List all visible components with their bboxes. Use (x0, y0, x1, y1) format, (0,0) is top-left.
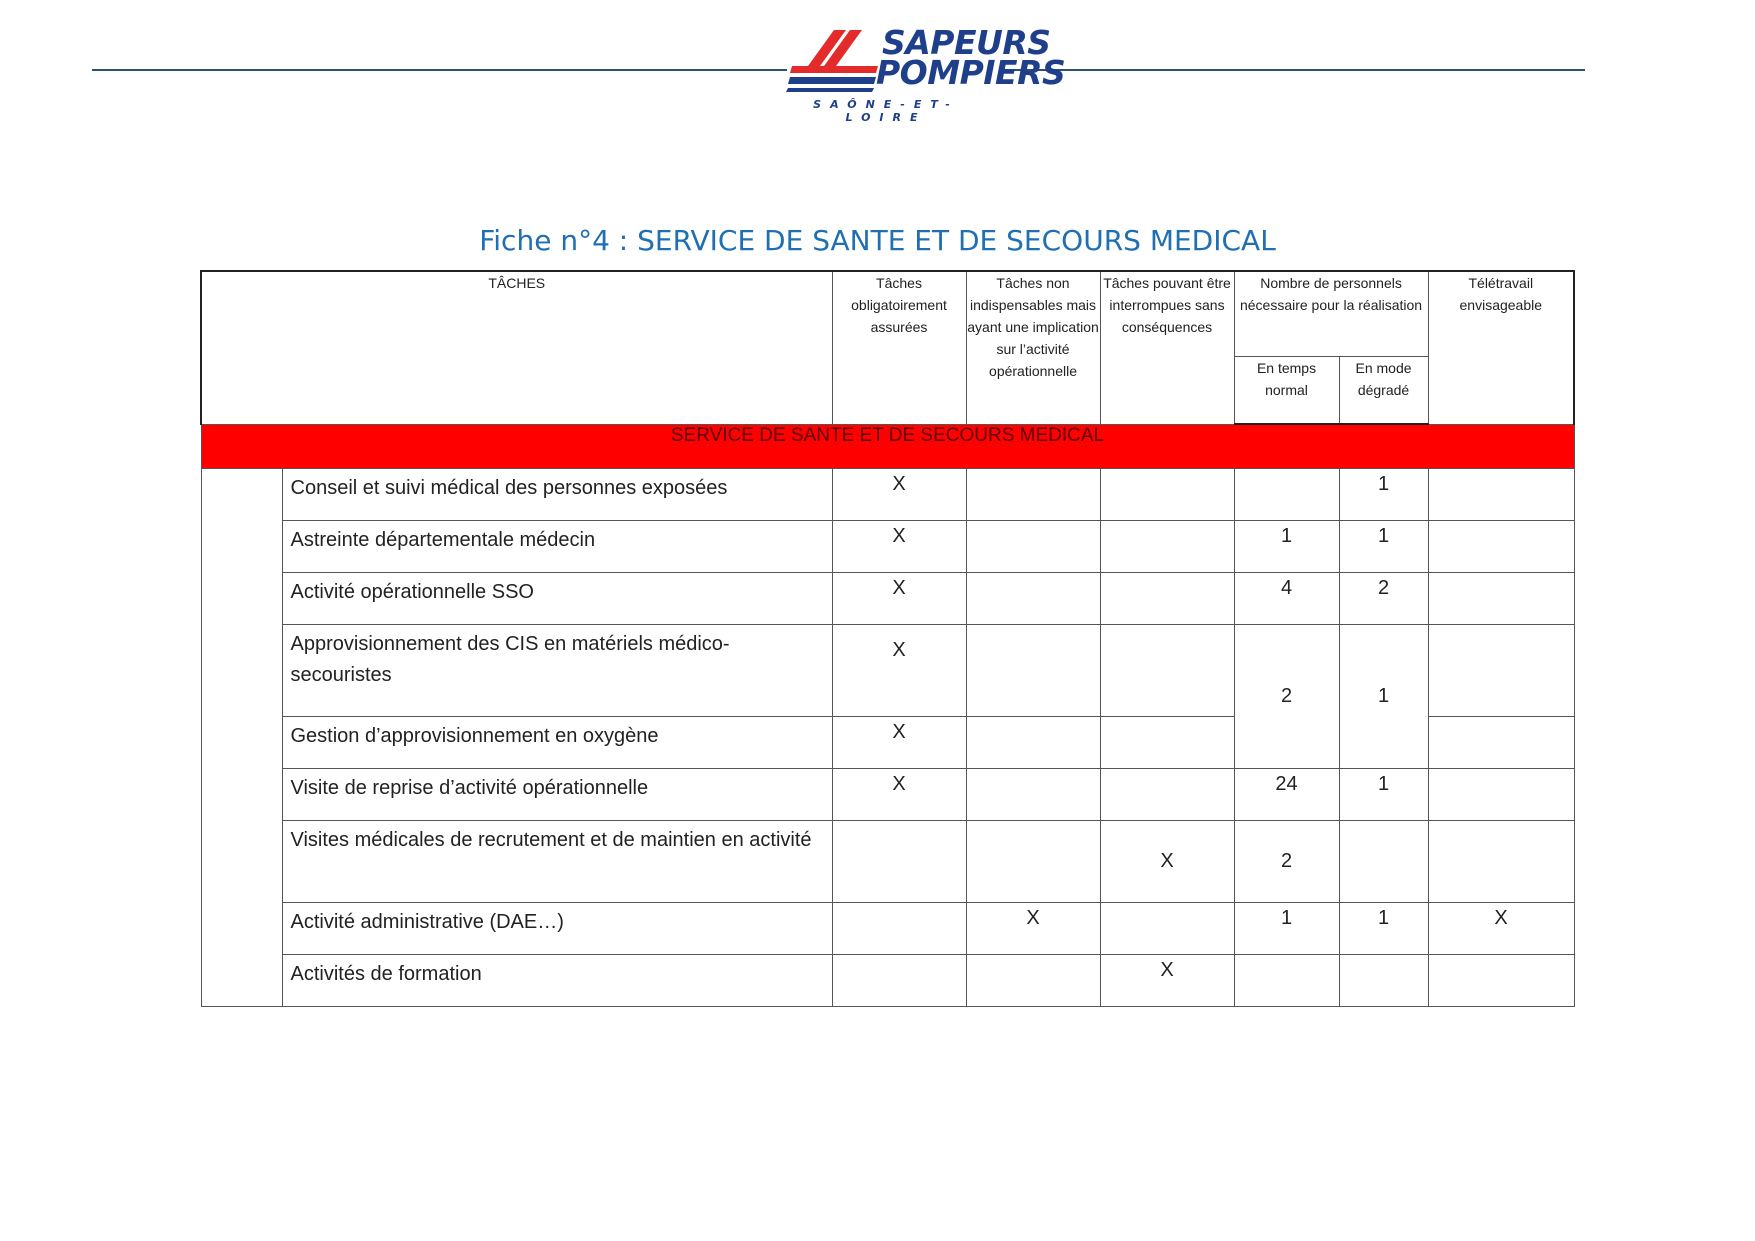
interrompue-cell (1100, 573, 1234, 625)
degrade-cell: 1 (1339, 625, 1428, 769)
header-nombre: Nombre de personnels nécessaire pour la réalisation (1234, 271, 1428, 357)
non-indispensable-cell (966, 955, 1100, 1007)
interrompue-cell (1100, 717, 1234, 769)
teletravail-cell (1428, 769, 1574, 821)
obligatoire-cell: X (832, 717, 966, 769)
non-indispensable-cell: X (966, 903, 1100, 955)
page-title: Fiche n°4 : SERVICE DE SANTE ET DE SECOURS MEDICAL (479, 224, 1276, 257)
interrompue-cell (1100, 625, 1234, 717)
logo-line-3: SAÔNE-ET-LOIRE (813, 98, 959, 124)
interrompue-cell (1100, 521, 1234, 573)
obligatoire-cell (832, 903, 966, 955)
section-band: SERVICE DE SANTE ET DE SECOURS MEDICAL (201, 424, 1574, 469)
interrompue-cell (1100, 469, 1234, 521)
degrade-cell: 1 (1339, 769, 1428, 821)
normal-cell (1234, 955, 1339, 1007)
task-cell: Approvisionnement des CIS en matériels médico-secouristes (282, 625, 832, 717)
degrade-cell: 1 (1339, 521, 1428, 573)
teletravail-cell (1428, 955, 1574, 1007)
header-non-indispensables: Tâches non indispensables mais ayant une implication sur l’activité opérationnelle (966, 271, 1100, 424)
non-indispensable-cell (966, 521, 1100, 573)
interrompue-cell (1100, 769, 1234, 821)
teletravail-cell (1428, 625, 1574, 717)
degrade-cell: 1 (1339, 903, 1428, 955)
non-indispensable-cell (966, 573, 1100, 625)
teletravail-cell (1428, 821, 1574, 903)
teletravail-cell (1428, 469, 1574, 521)
tasks-table (200, 270, 1575, 1007)
teletravail-cell (1428, 717, 1574, 769)
task-cell: Activité administrative (DAE…) (282, 903, 832, 955)
non-indispensable-cell (966, 821, 1100, 903)
non-indispensable-cell (966, 469, 1100, 521)
non-indispensable-cell (966, 717, 1100, 769)
normal-cell: 1 (1234, 521, 1339, 573)
interrompue-cell: X (1100, 821, 1234, 903)
normal-cell: 4 (1234, 573, 1339, 625)
header-mode-degrade: En mode dégradé (1339, 357, 1428, 425)
normal-cell: 1 (1234, 903, 1339, 955)
sapeurs-pompiers-logo (786, 23, 1066, 124)
header-teletravail: Télétravail envisageable (1428, 271, 1574, 424)
task-cell: Astreinte départementale médecin (282, 521, 832, 573)
non-indispensable-cell (966, 625, 1100, 717)
task-cell: Visite de reprise d’activité opérationnelle (282, 769, 832, 821)
header-obligatoires: Tâches obligatoirement assurées (832, 271, 966, 424)
normal-cell: 24 (1234, 769, 1339, 821)
task-cell: Visites médicales de recrutement et de maintien en activité (282, 821, 832, 903)
task-cell: Gestion d’approvisionnement en oxygène (282, 717, 832, 769)
obligatoire-cell: X (832, 769, 966, 821)
interrompue-cell: X (1100, 955, 1234, 1007)
degrade-cell: 2 (1339, 573, 1428, 625)
teletravail-cell: X (1428, 903, 1574, 955)
logo-line-2: POMPIERS (876, 53, 1066, 92)
normal-cell: 2 (1234, 625, 1339, 769)
teletravail-cell (1428, 521, 1574, 573)
task-cell: Activité opérationnelle SSO (282, 573, 832, 625)
obligatoire-cell: X (832, 521, 966, 573)
obligatoire-cell (832, 955, 966, 1007)
task-cell: Conseil et suivi médical des personnes exposées (282, 469, 832, 521)
normal-cell (1234, 469, 1339, 521)
degrade-cell: 1 (1339, 469, 1428, 521)
normal-cell: 2 (1234, 821, 1339, 903)
teletravail-cell (1428, 573, 1574, 625)
obligatoire-cell: X (832, 469, 966, 521)
task-cell: Activités de formation (282, 955, 832, 1007)
obligatoire-cell: X (832, 573, 966, 625)
degrade-cell (1339, 955, 1428, 1007)
logo-stripes-icon (786, 26, 886, 96)
obligatoire-cell: X (832, 625, 966, 717)
logo-line-1: SAPEURS (882, 23, 1051, 62)
non-indispensable-cell (966, 769, 1100, 821)
obligatoire-cell (832, 821, 966, 903)
header-temps-normal: En temps normal (1234, 357, 1339, 425)
group-cell (201, 469, 282, 1007)
header-rule-left (92, 69, 787, 71)
degrade-cell (1339, 821, 1428, 903)
header-taches: TÂCHES (201, 271, 832, 424)
header-interrompues: Tâches pouvant être interrompues sans conséquences (1100, 271, 1234, 424)
interrompue-cell (1100, 903, 1234, 955)
header-rule-right (1000, 69, 1585, 71)
